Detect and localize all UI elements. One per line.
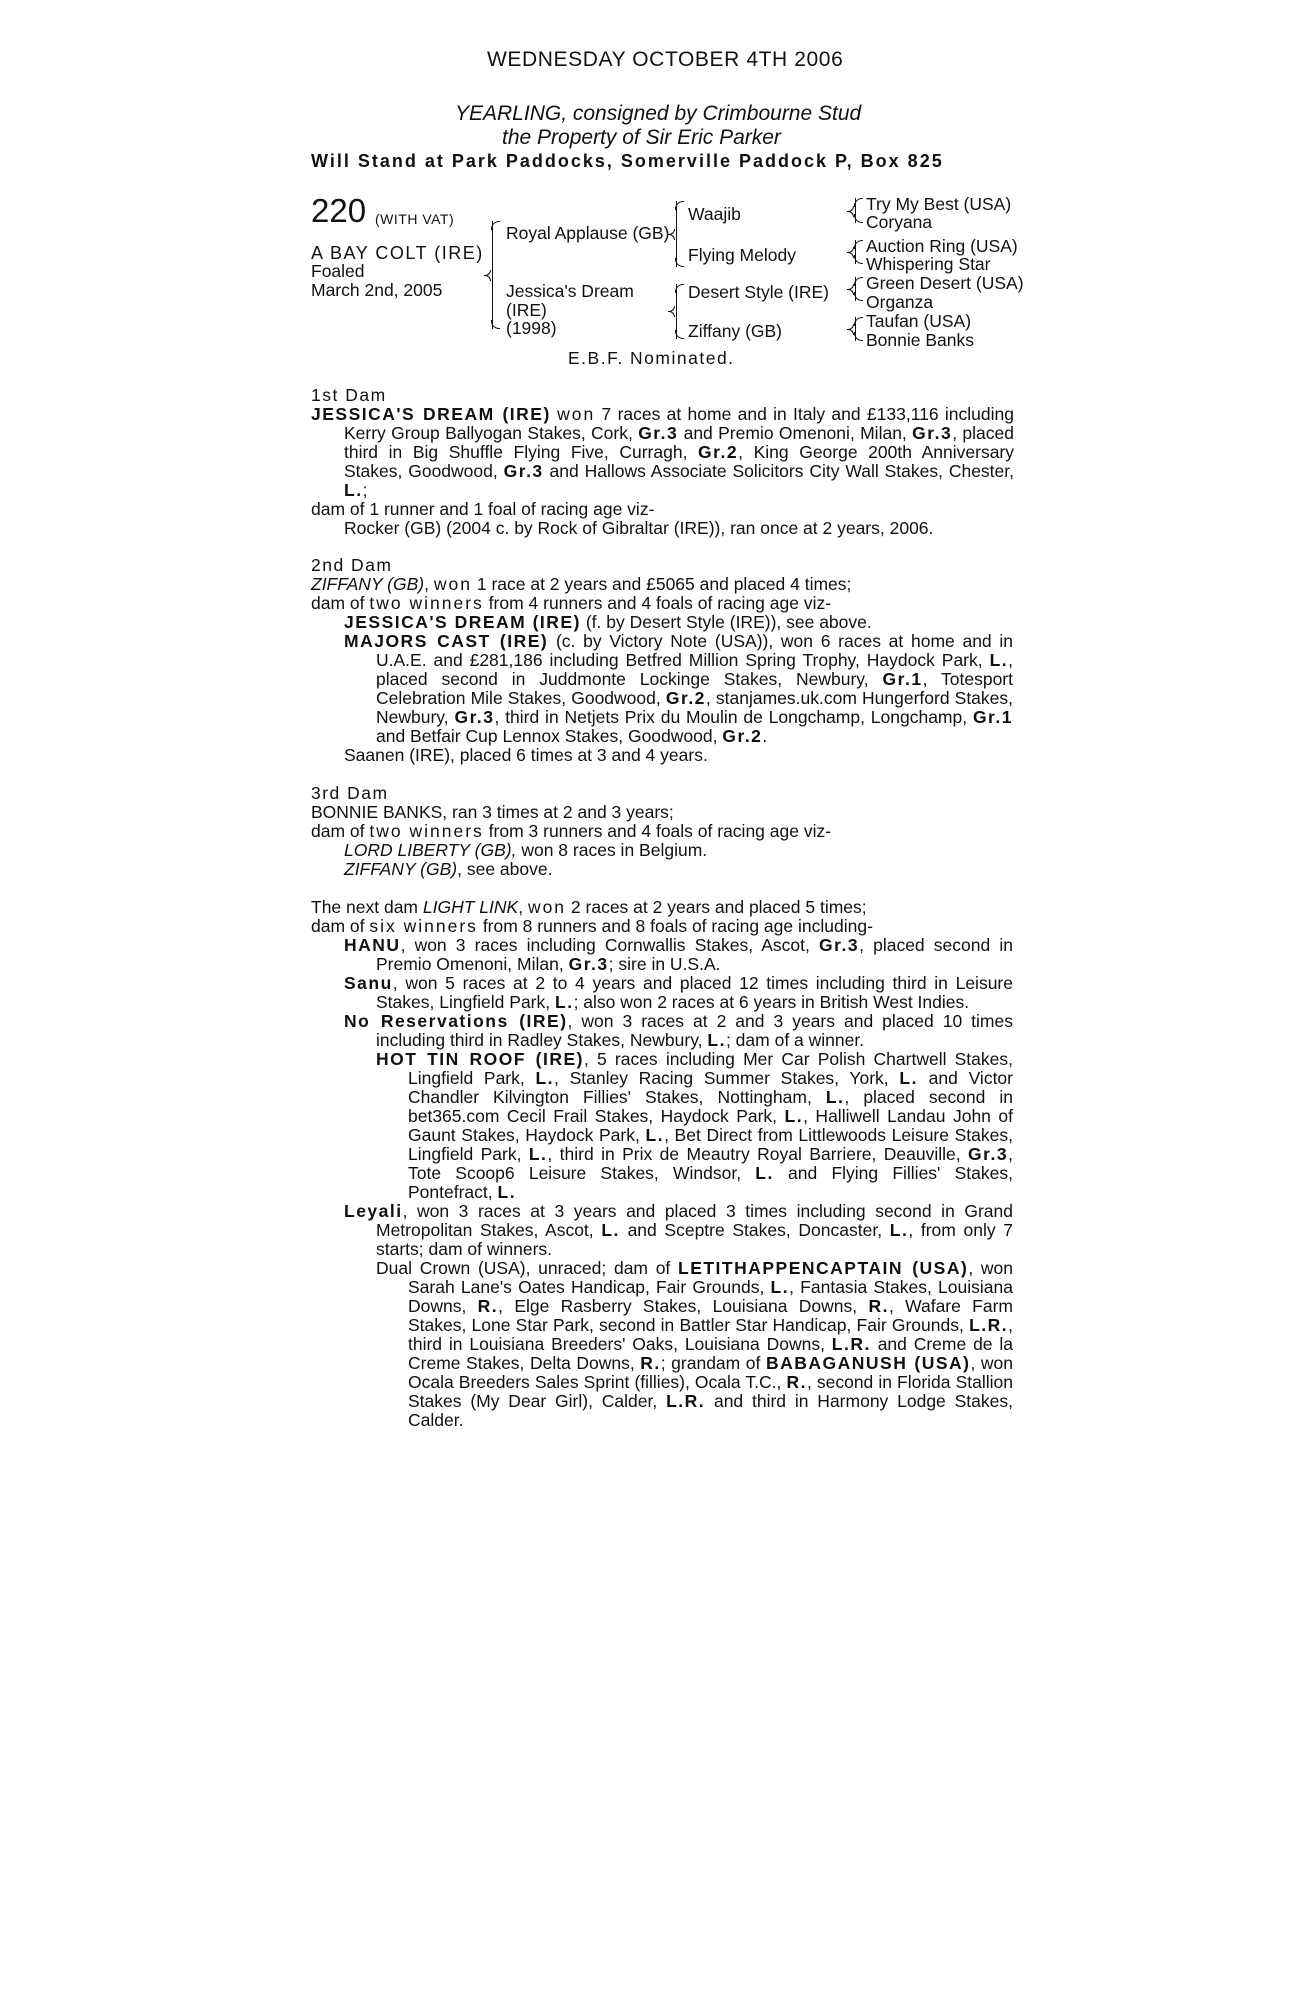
grade: L. [344,480,363,500]
next-dam-produce-line [311,917,873,936]
text: , won 3 races at 2 and 3 years and placed 10 times including third in Radley Stakes, Newbury, [376,1011,1013,1050]
pedigree-dam-dam: Ziffany (GB) [688,321,783,341]
grade: R. [477,1296,499,1316]
second-dam-heading: 2nd Dam [311,555,393,575]
offspring-name: JESSICA'S DREAM (IRE) [344,612,581,632]
text: , 5 races including Mer Car Polish Chartwell Stakes, Lingfield Park, [408,1049,1013,1088]
text: and Betfair Cup Lennox Stakes, Goodwood, [376,726,718,746]
text: , won 5 races at 2 to 4 years and placed 12 times including third in Leisure Stakes, Lingfield Park, [376,973,1013,1012]
won-word: won [557,404,596,424]
grade: Gr.3 [503,461,544,481]
grade: Gr.3 [912,423,953,443]
text: , Elge Rasberry Stakes, Louisiana Downs, [498,1296,858,1316]
grade: Gr.1 [882,669,923,689]
text: , placed second in Juddmonte Lockinge Stakes, Newbury, [376,650,1013,689]
grade: Gr.3 [968,1144,1009,1164]
text: , third in Netjets Prix du Moulin de Longchamp, Longchamp, [494,707,968,727]
offspring-name: HANU [344,935,401,955]
foaled-date: March 2nd, 2005 [311,280,443,300]
text: , [424,574,429,594]
pedigree-brace-dam-tip [668,306,675,316]
grade: Gr.2 [698,442,739,462]
text: ; grandam of [660,1353,761,1373]
text: , [518,897,524,917]
text: , won Ocala Breeders Sales Sprint (fillies), Ocala T.C., [408,1353,1013,1392]
pedigree-brace-ds-tip [847,284,854,294]
pedigree-dam: Jessica's Dream [506,281,634,301]
second-dam-produce-line [311,594,831,613]
offspring-name: Leyali [344,1201,403,1221]
grade: L. [601,1220,620,1240]
text: , Tote Scoop6 Leisure Stakes, Windsor, [408,1144,1013,1183]
second-dam-record [311,575,851,594]
offspring-name: No Reservations (IRE) [344,1011,568,1031]
text: , Halliwell Landau John of Gaunt Stakes, Haydock Park, [408,1106,1013,1145]
second-dam-offspring-1 [344,613,872,632]
text: , placed second in Premio Omenoni, Milan, [376,935,1014,974]
offspring-dual-crown [376,1259,1013,1430]
stand-location: Will Stand at Park Paddocks, Somerville Paddock P, Box 825 [311,151,944,171]
pedigree-brace-main [492,221,493,329]
text: , won Sarah Lane's Oates Handicap, Fair Grounds, [408,1258,1013,1297]
lot-name: A BAY COLT (IRE) [311,243,484,263]
grade: L. [989,650,1009,670]
pedigree-brace-ss [855,198,856,223]
offspring-name: HOT TIN ROOF (IRE) [376,1049,584,1069]
second-dam-offspring-3: Saanen (IRE), placed 6 times at 3 and 4 years. [344,745,708,765]
grade: L.R. [831,1334,871,1354]
third-dam-offspring-1 [344,841,707,860]
grade: L. [784,1106,804,1126]
pedigree-sdd: Whispering Star [866,254,991,274]
text: , Stanley Racing Summer Stakes, York, [554,1068,889,1088]
grade: Gr.3 [568,954,609,974]
grade: R. [786,1372,807,1392]
offspring-name: BABAGANUSH (USA) [765,1353,971,1373]
second-dam-name: ZIFFANY (GB) [311,574,425,594]
grade: L. [535,1068,555,1088]
first-dam-name: JESSICA'S DREAM (IRE) [311,404,551,424]
grade: Gr.2 [722,726,763,746]
pedigree-dss: Green Desert (USA) [866,273,1024,293]
pedigree-dds: Taufan (USA) [866,311,972,331]
text: 7 races at home and in Italy and £133,116 including Kerry Group Ballyogan Stakes, Cork, [344,404,1014,443]
text: Dual Crown (USA), unraced; dam of [376,1258,671,1278]
text: from 4 runners and 4 foals of racing age viz- [488,593,832,613]
pedigree-brace-ds [855,277,856,301]
next-dam-name: LIGHT LINK [422,897,519,917]
grade: Gr.3 [819,935,860,955]
pedigree-sss: Try My Best (USA) [866,194,1012,214]
foaled-label: Foaled [311,261,365,281]
offspring-no-reservations [344,1012,1013,1050]
text: (f. by Desert Style (IRE)), see above. [585,612,872,632]
text: , King George 200th Anniversary Stakes, Goodwood, [344,442,1014,481]
won-word: won [433,574,472,594]
text: 1 race at 2 years and £5065 and placed 4 times; [476,574,852,594]
text: and Hallows Associate Solicitors City Wall Stakes, Chester, [549,461,1014,481]
consignor-line: YEARLING, consigned by Crimbourne Stud [455,102,862,125]
pedigree-sds: Auction Ring (USA) [866,236,1018,256]
text: from 3 runners and 4 foals of racing age viz- [488,821,832,841]
text: and Creme de la Creme Stakes, Delta Downs, [408,1334,1013,1373]
property-line: the Property of Sir Eric Parker [502,126,781,149]
third-dam-offspring-2 [344,860,552,879]
offspring-name: LORD LIBERTY (GB), [344,840,517,860]
text: dam of [311,821,365,841]
grade: L. [555,992,574,1012]
text: The next dam [311,897,418,917]
pedigree-brace-sire [676,201,677,267]
won-word: won [527,897,567,917]
grade: L. [755,1163,774,1183]
text: , Bet Direct from Littlewoods Leisure Stakes, Lingfield Park, [408,1125,1013,1164]
offspring-name: MAJORS CAST (IRE) [344,631,549,651]
grade: Gr.2 [665,688,706,708]
offspring-name: Sanu [344,973,393,993]
text: and Victor Chandler Kilvington Fillies' Stakes, Nottingham, [408,1068,1013,1107]
pedigree-dam-sire: Desert Style (IRE) [688,282,829,302]
text: ; dam of a winner. [725,1030,865,1050]
pedigree-ssd: Coryana [866,212,933,232]
offspring-name: ZIFFANY (GB) [344,859,458,879]
text: , see above. [457,859,553,879]
grade: R. [640,1353,661,1373]
text: , won 3 races including Cornwallis Stakes, Ascot, [400,935,810,955]
first-dam-record [311,405,1014,500]
pedigree-brace-dam [676,284,677,339]
grade: Gr.3 [454,707,495,727]
text: won 8 races in Belgium. [521,840,708,860]
text: , third in Prix de Meautry Royal Barriere, Deauville, [547,1144,961,1164]
grade: L. [889,1220,909,1240]
first-dam-heading: 1st Dam [311,385,387,405]
offspring-sanu [344,974,1013,1012]
pedigree-dam-year: (1998) [506,318,557,338]
sale-date: WEDNESDAY OCTOBER 4TH 2006 [487,48,844,71]
grade: Gr.1 [972,707,1013,727]
text: , won 3 races at 3 years and placed 3 times including second in Grand Metropolitan Stakes, Ascot, [376,1201,1013,1240]
text: , from only 7 starts; dam of winners. [376,1220,1013,1259]
pedigree-sire: Royal Applause (GB) [506,223,670,243]
text: and Premio Omenoni, Milan, [683,423,907,443]
text: ; [362,480,368,500]
text: , third in Louisiana Breeders' Oaks, Louisiana Downs, [408,1315,1013,1354]
text: from 8 runners and 8 foals of racing age including- [482,916,873,936]
offspring-hanu [344,936,1013,974]
text: , second in Florida Stallion Stakes (My Dear Girl), Calder, [408,1372,1013,1411]
first-dam-offspring: Rocker (GB) (2004 c. by Rock of Gibraltar (IRE)), ran once at 2 years, 2006. [344,518,934,538]
grade: L. [645,1125,665,1145]
text: and third in Harmony Lodge Stakes, Calder. [408,1391,1013,1430]
pedigree-dam-country: (IRE) [506,300,547,320]
third-dam-produce-line [311,822,831,841]
pedigree-brace-dd-tip [847,324,854,334]
text: (c. by Victory Note (USA)), won 6 races at home and in U.A.E. and £281,186 including Betfred Million Spring Trophy, Haydock Park, [376,631,1013,670]
vat-note: (WITH VAT) [375,211,455,227]
text: and Sceptre Stakes, Doncaster, [627,1220,883,1240]
pedigree-ddd: Bonnie Banks [866,330,974,350]
text: , Fantasia Stakes, Louisiana Downs, [408,1277,1013,1316]
grade: Gr.3 [638,423,679,443]
pedigree-sire-sire: Waajib [688,204,741,224]
grade: L. [528,1144,548,1164]
first-dam-produce-line: dam of 1 runner and 1 foal of racing age viz- [311,499,655,519]
pedigree-brace-main-tip [484,270,491,280]
second-dam-offspring-2 [344,632,1013,746]
text: 2 races at 2 years and placed 5 times; [570,897,867,917]
offspring-hot-tin-roof [376,1050,1013,1202]
winners-count: two winners [369,821,484,841]
grade: L. [707,1030,726,1050]
winners-count: two winners [369,593,484,613]
text: , placed second in bet365.com Cecil Frail Stakes, Haydock Park, [408,1087,1013,1126]
text: and Flying Fillies' Stakes, Pontefract, [408,1163,1013,1202]
grade: L.R. [666,1391,706,1411]
text: , placed third in Big Shuffle Flying Five, Curragh, [344,423,1014,462]
text: , Wafare Farm Stakes, Lone Star Park, second in Battler Star Handicap, Fair Grounds, [408,1296,1013,1335]
pedigree-brace-sd [855,240,856,264]
grade: L. [899,1068,918,1088]
pedigree-dsd: Organza [866,292,934,312]
text: dam of [311,593,365,613]
grade: L. [825,1087,845,1107]
next-dam-record [311,898,867,917]
ebf-nominated: E.B.F. Nominated. [568,348,735,368]
third-dam-heading: 3rd Dam [311,783,389,803]
pedigree-brace-sd-tip [847,247,854,257]
grade: L. [770,1277,790,1297]
winners-count: six winners [369,916,478,936]
text: , Totesport Celebration Mile Stakes, Goodwood, [376,669,1014,708]
grade: R. [868,1296,889,1316]
text: dam of [311,916,365,936]
third-dam-record: BONNIE BANKS, ran 3 times at 2 and 3 years; [311,802,674,822]
pedigree-sire-dam: Flying Melody [688,245,796,265]
grade: L.R. [969,1315,1009,1335]
text: ; also won 2 races at 6 years in British West Indies. [573,992,970,1012]
grade: L. [497,1182,517,1202]
text: ; sire in U.S.A. [608,954,721,974]
pedigree-brace-ss-tip [847,206,854,216]
text: , stanjames.uk.com Hungerford Stakes, Newbury, [376,688,1014,727]
lot-number: 220 [311,192,367,229]
offspring-leyali [344,1202,1013,1259]
pedigree-brace-dd [855,317,856,341]
offspring-name: LETITHAPPENCAPTAIN (USA) [678,1258,969,1278]
text: . [762,726,768,746]
